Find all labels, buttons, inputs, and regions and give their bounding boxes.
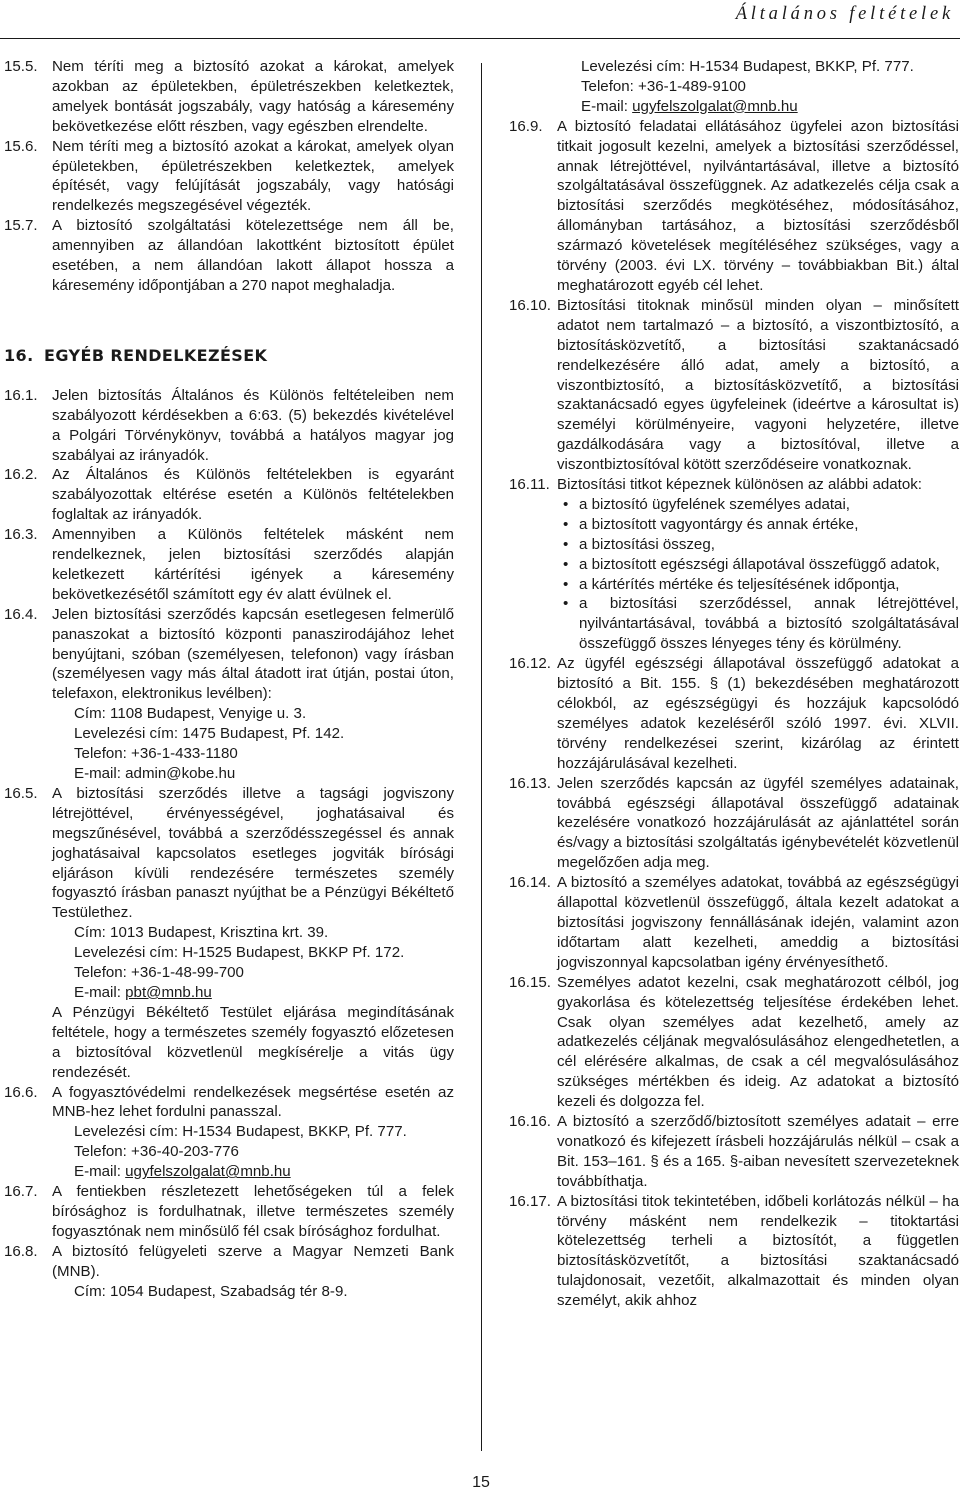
heading-number: 16. xyxy=(4,345,34,365)
list-item: • a biztosító ügyfelének személyes adatai, xyxy=(557,495,959,515)
section-text: Jelen biztosítás Általános és Különös feltételeiben nem szabályozott kérdésekben a 6:63. (5) bekezdés kivételével a Polgári Törvénykönyv, továbbá a hatályos magyar jog szabályai az irányadók. xyxy=(52,386,454,464)
section-text: Nem téríti meg a biztosító azokat a károkat, amelyek olyan épületekben, épületrészekben keletkeztek, amelyek építését, vagy felújítását jogszabály, vagy hatósági rendelkezés megszegésével végezték. xyxy=(52,137,454,215)
section-number: 16.2. xyxy=(4,466,38,484)
section-text: Nem téríti meg a biztosító azokat a károkat, amelyek azokban az épületekben, épületrészekben keletkeztek, amelyek bontását jogszabály, vagy hatóság a káresemény bekövetkezése előtt részben, vagy egészben elrendelte. xyxy=(52,58,454,135)
email-line: E-mail: ugyfelszolgalat@mnb.hu xyxy=(74,1163,291,1181)
address-line: Cím: 1054 Budapest, Szabadság tér 8-9. xyxy=(74,1282,348,1300)
email-line: E-mail: admin@kobe.hu xyxy=(74,765,236,782)
column-divider xyxy=(481,63,482,1451)
address-line: Levelezési cím: H-1534 Budapest, BKKP, Pf. 777. xyxy=(581,58,914,75)
section-heading-16 xyxy=(4,346,454,366)
section-15-6 xyxy=(4,137,454,217)
section-text: A biztosító a szerződő/biztosított személyes adatait – erre vonatkozó és kifejezett írásbeli hozzájárulás nélkül – csak a Bit. 153–161. § és a 165. §-aiban nevesített szervezeteknek továbbíthatja. xyxy=(557,1113,959,1190)
section-16-12 xyxy=(509,654,959,773)
email-link[interactable]: ugyfelszolgalat@mnb.hu xyxy=(632,97,798,115)
page-number: 15 xyxy=(472,1474,490,1491)
section-text: Az Általános és Különös feltételekben is egyaránt szabályozottak eltérése esetén a Különös feltételekben foglaltak az irányadók. xyxy=(52,466,454,524)
section-text: Biztosítási titkot képeznek különösen az alábbi adatok: xyxy=(557,476,922,494)
section-number: 16.8. xyxy=(4,1242,38,1260)
email-link[interactable]: ugyfelszolgalat@mnb.hu xyxy=(125,1163,291,1181)
section-number: 15.5. xyxy=(4,58,38,75)
list-item: • a kártérítés mértéke és teljesítésének időpontja, xyxy=(557,575,959,595)
section-16-4 xyxy=(4,605,454,784)
list-item: • a biztosítási összeg, xyxy=(557,535,959,555)
address-line: Cím: 1108 Budapest, Venyige u. 3. xyxy=(74,705,307,723)
section-number: 16.9. xyxy=(509,117,543,135)
section-number: 16.17. xyxy=(509,1192,551,1210)
list-item: • a biztosított egészségi állapotával összefüggő adatok, xyxy=(557,555,959,575)
section-text: A fogyasztóvédelmi rendelkezések megsértése esetén az MNB-hez lehet fordulni panasszal. xyxy=(52,1083,454,1121)
section-number: 16.11. xyxy=(509,476,550,494)
phone-line: Telefon: +36-1-433-1180 xyxy=(74,745,238,763)
section-15-7 xyxy=(4,216,454,296)
section-number: 16.15. xyxy=(509,973,551,991)
section-number: 15.6. xyxy=(4,137,38,155)
section-text: Biztosítási titoknak minősül minden olyan – minősített adatot nem tartalmazó – a biztosító, a viszontbiztosító, a biztosításközvetítő, a biztosítási szaktanácsadó rendelkezésére álló adat, amely a biztosító, a viszontbiztosító, a biztosításközvetítő, a biztosítási szaktanácsadó egyes ügyfeleinek (ideértve a károsultat is) személyi körülményeire, vagyoni helyzetére, illetve gazdálkodására vagy a biztosítóval, illetve a viszontbiztosítóval kötött szerződéseire vonatkoznak. xyxy=(557,296,959,474)
section-16-13 xyxy=(509,774,959,874)
email-link[interactable]: pbt@mnb.hu xyxy=(125,983,212,1001)
right-column xyxy=(509,57,959,1311)
section-number: 16.4. xyxy=(4,605,38,623)
section-16-15 xyxy=(509,973,959,1112)
section-16-16 xyxy=(509,1112,959,1192)
section-16-11 xyxy=(509,475,959,495)
section-text: Jelen szerződés kapcsán az ügyfél személyes adatainak, továbbá egészségi állapotával összefüggő adatainak kezelésére vonatkozó hozzájárulását az ajánlattétel során és/vagy a biztosítási szolgáltatás igénybevételét közvetlenül megelőzően adja meg. xyxy=(557,774,959,872)
section-text: Személyes adatot kezelni, csak meghatározott célból, jog gyakorlása és kötelezettség teljesítése érdekében lehet. Csak olyan személyes adat kezelhető, amely az adatkezelés céljának megvalósulásához elengedhetetlen, a cél elérésére alkalmas, de csak a cél megvalósulásához szükséges mértékben és ideig. Az adatokat a biztosító kezeli és dolgozza fel. xyxy=(557,973,959,1111)
address-line: Levelezési cím: H-1525 Budapest, BKKP Pf. 172. xyxy=(74,944,405,962)
address-line: Levelezési cím: 1475 Budapest, Pf. 142. xyxy=(74,725,345,743)
email-line: E-mail: ugyfelszolgalat@mnb.hu xyxy=(581,97,798,115)
section-16-2 xyxy=(4,465,454,525)
running-head xyxy=(0,0,960,39)
section-16-6 xyxy=(4,1083,454,1183)
running-head-title: Általános feltételek xyxy=(735,4,954,24)
section-16-5-continuation: A Pénzügyi Békéltető Testület eljárása megindításának feltétele, hogy a természetes személy fogyasztó előzetesen a biztosítóval közvetlenül megkísérelje a vitás ügy rendezését. xyxy=(52,1003,454,1081)
section-number: 16.5. xyxy=(4,784,38,802)
list-item: • a biztosítási szerződéssel, annak létrejöttével, nyilvántartásával, továbbá a biztosító szolgáltatásával összefüggő összes lényeges tény és körülmény. xyxy=(557,594,959,654)
section-16-3 xyxy=(4,525,454,605)
section-number: 15.7. xyxy=(4,217,38,235)
section-number: 16.6. xyxy=(4,1083,38,1101)
phone-line: Telefon: +36-40-203-776 xyxy=(74,1143,239,1161)
section-16-17 xyxy=(509,1192,959,1311)
section-16-10 xyxy=(509,296,959,475)
section-text: A biztosító a személyes adatokat, továbbá az egészségügyi állapottal közvetlenül összefüggő, általa kezelt adatokat a biztosítási jogviszony fennállásának idején, valamint azon időtartam alatt kezelheti, ameddig a biztosítási jogviszonnyal kapcsolatban igény érvényesíthető. xyxy=(557,874,959,971)
section-number: 16.10. xyxy=(509,296,551,314)
section-text: A biztosítási titok tekintetében, időbeli korlátozás nélkül – ha törvény másként nem rendelkezik – titoktartási kötelezettség terheli a biztosítót, a független biztosításközvetítőt, a biztosítási szaktanácsadó tulajdonosait, vezetőit, alkalmazottait és minden olyan személyt, akik ahhoz xyxy=(557,1192,959,1310)
section-number: 16.16. xyxy=(509,1113,551,1131)
left-column xyxy=(4,57,454,1301)
bullet-list xyxy=(509,495,959,654)
section-number: 16.1. xyxy=(4,386,38,404)
section-text: A biztosító szolgáltatási kötelezettsége nem áll be, amennyiben az állandóan lakottként biztosított épület esetében, a nem állandóan lakott állapot hossza a káresemény időpontjában a 270 napot meghaladja. xyxy=(52,217,454,294)
heading-title: EGYÉB RENDELKEZÉSEK xyxy=(44,345,268,365)
address-line: Levelezési cím: H-1534 Budapest, BKKP, Pf. 777. xyxy=(74,1123,407,1141)
section-text: A biztosító feladatai ellátásához ügyfelei azon biztosítási titkait jogosult kezelni, amelyek a biztosítási szerződéssel, annak létrejöttével, nyilvántartásával, illetve a biztosító szolgáltatásával összefüggnek. Az adatkezelés célja csak a biztosítási szerződés megkötéséhez, módosításához, állományban tartásához, a biztosítási szerződésből származó követelések megítéléséhez szükséges, vagy a törvény (2003. évi LX. törvény – továbbiakban Bit.) által meghatározott egyéb cél lehet. xyxy=(557,117,959,294)
phone-line: Telefon: +36-1-48-99-700 xyxy=(74,964,244,982)
section-number: 16.14. xyxy=(509,874,551,892)
section-text: Amennyiben a Különös feltételek másként nem rendelkeznek, jelen biztosítási szerződés alapján keletkezett kártérítési igények a káresemény bekövetkezésétől számított egy év alatt évülnek el. xyxy=(52,526,454,603)
section-text: Az ügyfél egészségi állapotával összefüggő adatokat a biztosító a Bit. 155. § (1) bekezdésében meghatározott célokból, az egészségügyi és hozzájuk kapcsolódó személyes adatok kezeléséről szóló 1997. évi. XLVII. törvény rendelkezései szerint, kizárólag az érintett hozzájárulásával kezelheti. xyxy=(557,655,959,772)
section-text: Jelen biztosítási szerződés kapcsán esetlegesen felmerülő panaszokat a biztosító központi panaszirodájához lehet benyújtani, szóban (személyesen, telefonon) vagy írásban (személyesen vagy más által átadott irat útján, postai úton, telefaxon, elektronikus levélben): xyxy=(52,605,454,703)
section-text: A biztosítási szerződés illetve a tagsági jogviszony létrejöttével, érvényességével, joghatásaival és megszűnésével, továbbá a szerződésszegéssel és annak joghatásaival kapcsolatos esetleges jogviták bírósági eljáráson kívüli rendezésére természetes személy fogyasztó írásban panaszt nyújthat be a Pénzügyi Békéltető Testülethez. xyxy=(52,784,454,922)
email-line: E-mail: pbt@mnb.hu xyxy=(74,983,212,1001)
section-text: A biztosító felügyeleti szerve a Magyar Nemzeti Bank (MNB). xyxy=(52,1242,454,1280)
list-item: • a biztosított vagyontárgy és annak értéke, xyxy=(557,515,959,535)
section-text: A fentiekben részletezett lehetőségeken túl a felek bírósághoz is fordulhatnak, illetve természetes személy fogyasztónak nem minősülő fél csak bírósághoz fordulhat. xyxy=(52,1183,454,1240)
address-line: Cím: 1013 Budapest, Krisztina krt. 39. xyxy=(74,924,329,942)
section-number: 16.3. xyxy=(4,526,38,544)
section-16-14 xyxy=(509,873,959,973)
phone-line: Telefon: +36-1-489-9100 xyxy=(581,77,746,95)
section-number: 16.12. xyxy=(509,655,551,673)
section-16-9 xyxy=(509,117,959,296)
section-16-5 xyxy=(4,784,454,1003)
section-16-1 xyxy=(4,386,454,466)
section-16-8 xyxy=(4,1242,454,1302)
section-number: 16.7. xyxy=(4,1183,38,1201)
section-15-5 xyxy=(4,57,454,137)
section-16-7 xyxy=(4,1182,454,1242)
section-number: 16.13. xyxy=(509,774,551,792)
